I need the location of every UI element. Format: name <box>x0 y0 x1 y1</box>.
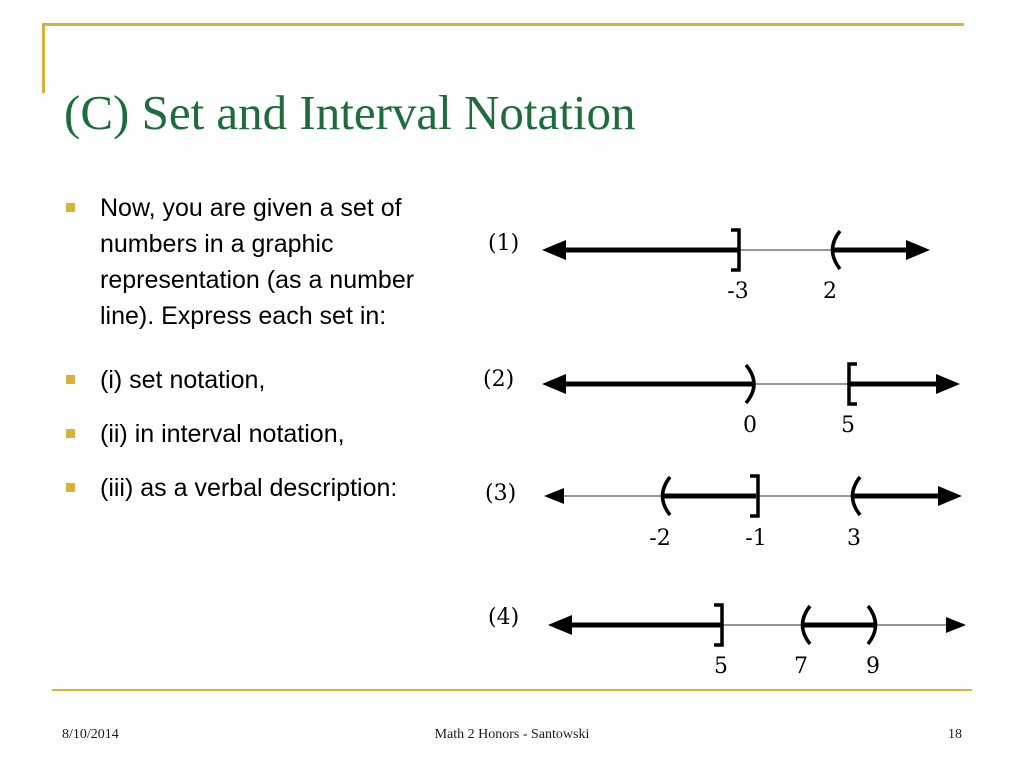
square-bullet-icon <box>66 429 75 438</box>
number-lines-figure <box>470 210 990 685</box>
number-line-label: (3) <box>485 481 517 506</box>
right-arrow-icon <box>936 374 960 394</box>
number-line-label: (1) <box>488 231 520 256</box>
tick-label: 0 <box>743 413 757 438</box>
bullet-text: (iii) as a verbal description: <box>100 474 398 502</box>
tick-label: -1 <box>745 526 767 551</box>
left-arrow-icon <box>548 615 572 635</box>
tick-label: 2 <box>823 279 837 304</box>
right-arrow-icon <box>906 240 930 260</box>
slide-title: (C) Set and Interval Notation <box>64 85 636 140</box>
bullet-item <box>60 190 450 334</box>
number-line-2 <box>483 364 960 438</box>
left-arrow-icon <box>544 488 564 504</box>
right-arrow-icon <box>938 486 962 506</box>
footer-page-number: 18 <box>948 727 962 742</box>
number-line-4 <box>488 605 966 679</box>
bullet-item <box>60 416 450 452</box>
square-bullet-icon <box>66 375 75 384</box>
number-line-label: (2) <box>483 367 515 392</box>
square-bullet-icon <box>66 203 75 212</box>
bullet-item <box>60 362 450 398</box>
bullet-list <box>60 190 450 524</box>
frame-left-rule <box>42 23 45 93</box>
bullet-item <box>60 470 450 506</box>
footer-rule <box>52 689 972 691</box>
tick-label: 5 <box>841 413 855 438</box>
tick-label: 3 <box>847 526 861 551</box>
tick-label: 9 <box>866 654 880 679</box>
tick-label: 5 <box>714 654 728 679</box>
frame-top-rule <box>42 23 964 26</box>
tick-label: -2 <box>649 526 671 551</box>
bullet-text: (ii) in interval notation, <box>100 420 345 448</box>
tick-label: -3 <box>727 279 749 304</box>
number-line-1 <box>488 230 930 304</box>
footer-course: Math 2 Honors - Santowski <box>434 727 590 742</box>
bullet-text: (i) set notation, <box>100 366 266 394</box>
left-arrow-icon <box>542 240 566 260</box>
number-line-3 <box>485 476 962 551</box>
square-bullet-icon <box>66 483 75 492</box>
bullet-text: Now, you are given a set of numbers in a graphic representation (as a number line). Express each set in: <box>100 194 415 330</box>
left-arrow-icon <box>542 374 566 394</box>
tick-label: 7 <box>794 654 808 679</box>
number-line-label: (4) <box>488 605 520 630</box>
footer-date: 8/10/2014 <box>62 727 119 742</box>
right-arrow-icon <box>946 617 966 633</box>
